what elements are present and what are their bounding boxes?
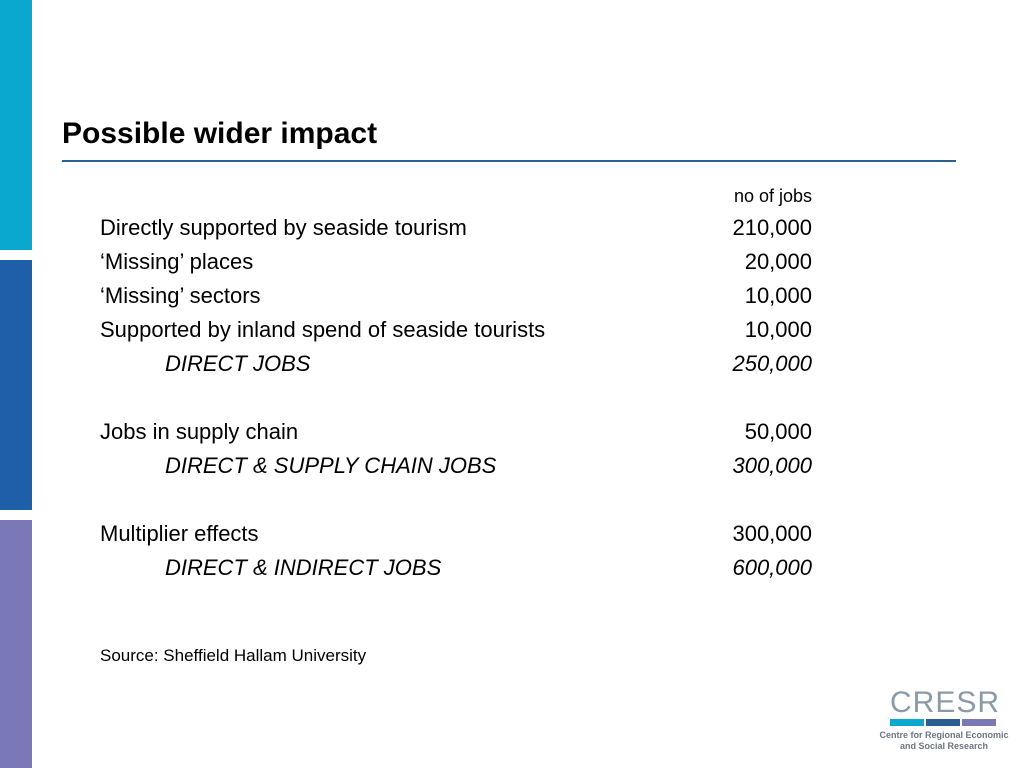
subtotal-row — [100, 347, 812, 381]
slide-title: Possible wider impact — [62, 117, 378, 150]
spacer-row — [100, 381, 812, 415]
logo-wordmark: CRESR — [890, 686, 1001, 719]
side-bar-bottom — [0, 520, 32, 768]
spacer-row — [100, 483, 812, 517]
subtotal-row — [100, 449, 812, 483]
table-row — [100, 517, 812, 551]
subtotal-row — [100, 551, 812, 585]
cresr-logo — [876, 688, 1012, 754]
side-bar-top — [0, 0, 32, 250]
table-row — [100, 279, 812, 313]
row-label: Multiplier effects — [100, 521, 259, 546]
title-underline — [62, 160, 956, 162]
table-row — [100, 415, 812, 449]
table-row — [100, 211, 812, 245]
table-row — [100, 313, 812, 347]
row-label: Jobs in supply chain — [100, 419, 299, 444]
source-note: Source: Sheffield Hallam University — [100, 646, 367, 665]
row-label: Directly supported by seaside tourism — [100, 215, 467, 240]
row-label: ‘Missing’ sectors — [100, 283, 261, 308]
logo-subtitle — [876, 730, 1012, 752]
row-value: 300,000 — [732, 521, 812, 546]
subtotal-label: DIRECT & SUPPLY CHAIN JOBS — [165, 453, 497, 478]
row-value: 10,000 — [744, 283, 812, 308]
row-value: 210,000 — [732, 215, 812, 240]
column-header-no-of-jobs: no of jobs — [733, 186, 812, 206]
logo-block-blue — [926, 719, 960, 726]
row-value: 20,000 — [744, 249, 812, 274]
row-label: ‘Missing’ places — [100, 249, 254, 274]
side-bar-middle — [0, 260, 32, 510]
subtotal-label: DIRECT & INDIRECT JOBS — [165, 555, 442, 580]
logo-subtitle-line1: Centre for Regional Economic — [879, 730, 1009, 740]
subtotal-value: 250,000 — [732, 351, 812, 376]
logo-color-blocks — [890, 719, 996, 726]
jobs-table — [100, 211, 812, 585]
row-value: 10,000 — [744, 317, 812, 342]
logo-block-cyan — [890, 719, 924, 726]
logo-block-purple — [962, 719, 996, 726]
row-label: Supported by inland spend of seaside tourists — [100, 317, 546, 342]
subtotal-label: DIRECT JOBS — [165, 351, 311, 376]
row-value: 50,000 — [744, 419, 812, 444]
table-row — [100, 245, 812, 279]
subtotal-value: 600,000 — [732, 555, 812, 580]
subtotal-value: 300,000 — [732, 453, 812, 478]
logo-subtitle-line2: and Social Research — [899, 741, 989, 751]
